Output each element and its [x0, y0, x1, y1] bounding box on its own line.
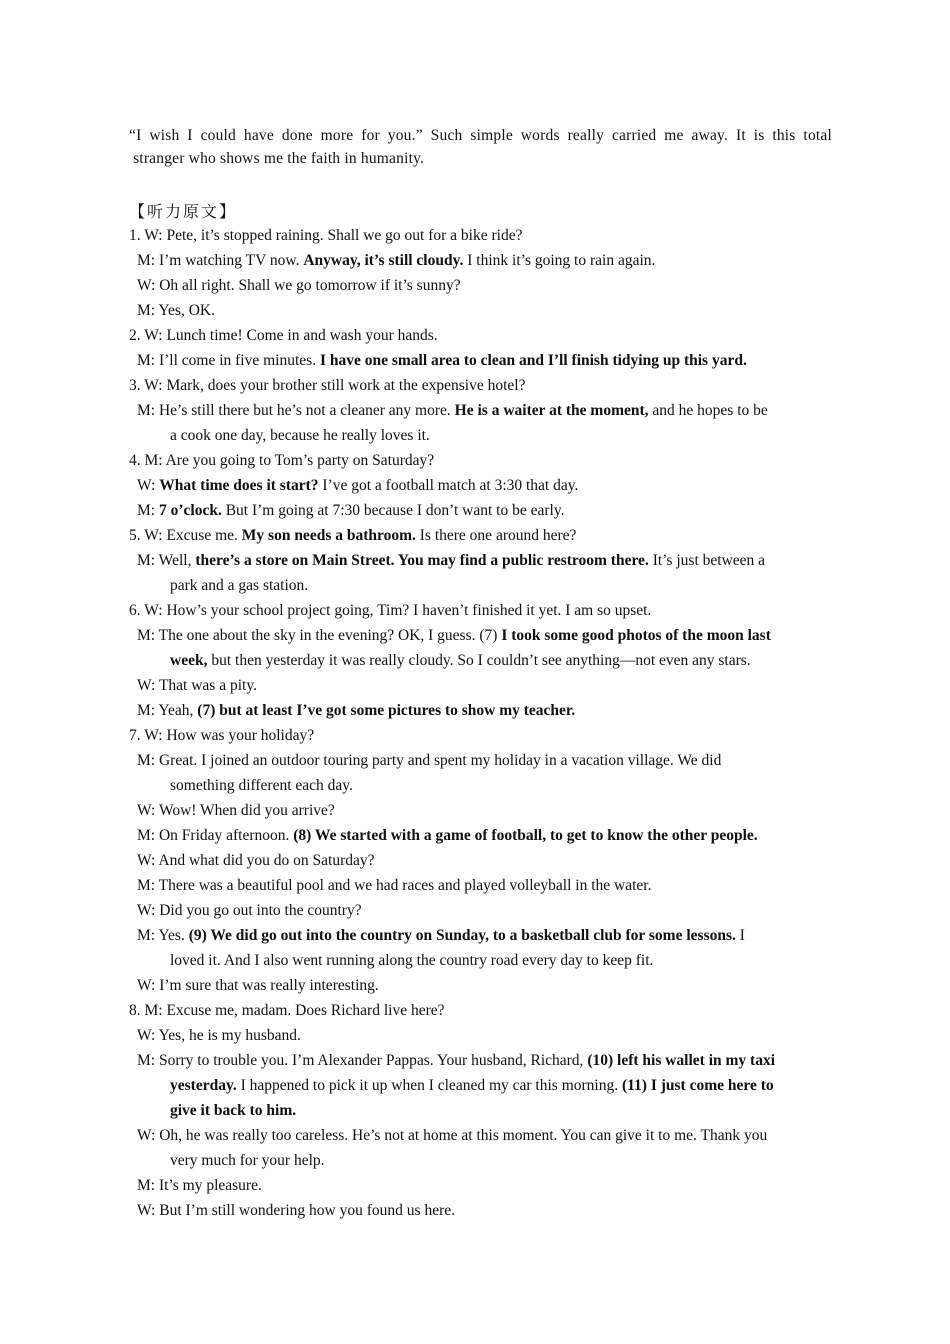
intro-line: “I wish I could have done more for you.” Such simple words really carried me away. It is this total [129, 127, 832, 144]
text-run: W: Wow! When did you arrive? [137, 802, 335, 819]
transcript-line [129, 923, 834, 948]
transcript-line [129, 373, 834, 398]
text-run: W: And what did you do on Saturday? [137, 852, 375, 869]
text-run: M: He’s still there but he’s not a cleaner any more. [137, 402, 455, 419]
text-run: 2. W: Lunch time! Come in and wash your hands. [129, 327, 438, 344]
transcript-line [129, 1098, 834, 1123]
intro-line: stranger who shows me the faith in humanity. [129, 150, 425, 167]
transcript-line [129, 548, 834, 573]
text-run: I [735, 927, 745, 944]
transcript-line [129, 898, 834, 923]
bold-text: (8) We started with a game of football, to get to know the other people. [293, 827, 758, 844]
bold-text: Anyway, it’s still cloudy. [303, 252, 464, 269]
transcript-line [129, 1173, 834, 1198]
text-run: M: I’m watching TV now. [137, 252, 304, 269]
text-run: 3. W: Mark, does your brother still work at the expensive hotel? [129, 377, 526, 394]
text-run: Is there one around here? [415, 527, 577, 544]
text-run: 5. W: Excuse me. [129, 527, 242, 544]
text-run: 1. W: Pete, it’s stopped raining. Shall we go out for a bike ride? [129, 227, 523, 244]
transcript-line [129, 473, 834, 498]
text-run: W: Oh, he was really too careless. He’s not at home at this moment. You can give it to me. Thank you [137, 1127, 768, 1144]
transcript-line [129, 773, 834, 798]
transcript-line [129, 523, 834, 548]
transcript [129, 223, 834, 1223]
text-run: M: It’s my pleasure. [137, 1177, 262, 1194]
text-run: It’s just between a [648, 552, 766, 569]
transcript-line [129, 573, 834, 598]
bold-text: week, [170, 652, 208, 669]
transcript-line [129, 973, 834, 998]
text-run: park and a gas station. [170, 577, 309, 594]
transcript-line [129, 1048, 834, 1073]
text-run: I think it’s going to rain again. [463, 252, 656, 269]
text-run: M: Yes. [137, 927, 189, 944]
text-run: M: Great. I joined an outdoor touring party and spent my holiday in a vacation village. We did [137, 752, 722, 769]
transcript-line [129, 448, 834, 473]
text-run: W: That was a pity. [137, 677, 257, 694]
text-run: I happened to pick it up when I cleaned my car this morning. [236, 1077, 622, 1094]
transcript-line [129, 1073, 834, 1098]
transcript-line [129, 248, 834, 273]
transcript-line [129, 823, 834, 848]
text-run: M: Yes, OK. [137, 302, 215, 319]
transcript-line [129, 323, 834, 348]
section-heading: 【听力原文】 [129, 202, 238, 221]
transcript-line [129, 748, 834, 773]
transcript-line [129, 648, 834, 673]
text-run: W: Yes, he is my husband. [137, 1027, 301, 1044]
text-run: I’ve got a football match at 3:30 that day. [318, 477, 579, 494]
text-run: M: There was a beautiful pool and we had races and played volleyball in the water. [137, 877, 652, 894]
transcript-line [129, 398, 834, 423]
text-run: W: [137, 477, 160, 494]
transcript-line [129, 223, 834, 248]
transcript-line [129, 423, 834, 448]
transcript-line [129, 1198, 834, 1223]
bold-text: there’s a store on Main Street. You may find a public restroom there. [195, 552, 649, 569]
transcript-line [129, 598, 834, 623]
transcript-line [129, 348, 834, 373]
text-run: M: On Friday afternoon. [137, 827, 294, 844]
text-run: a cook one day, because he really loves it. [170, 427, 430, 444]
transcript-line [129, 1023, 834, 1048]
text-run: W: Oh all right. Shall we go tomorrow if it’s sunny? [137, 277, 461, 294]
text-run: very much for your help. [170, 1152, 325, 1169]
transcript-line [129, 673, 834, 698]
text-run: loved it. And I also went running along the country road every day to keep fit. [170, 952, 654, 969]
text-run: But I’m going at 7:30 because I don’t want to be early. [221, 502, 565, 519]
transcript-line [129, 948, 834, 973]
bold-text: (7) but at least I’ve got some pictures to show my teacher. [197, 702, 576, 719]
bold-text: I took some good photos of the moon last [501, 627, 771, 644]
transcript-line [129, 798, 834, 823]
transcript-line [129, 273, 834, 298]
bold-text: (11) I just come here to [621, 1077, 774, 1094]
text-run: 6. W: How’s your school project going, Tim? I haven’t finished it yet. I am so upset. [129, 602, 652, 619]
bold-text: (10) left his wallet in my taxi [587, 1052, 776, 1069]
transcript-line [129, 498, 834, 523]
text-run: but then yesterday it was really cloudy. So I couldn’t see anything—not even any stars. [207, 652, 751, 669]
bold-text: I have one small area to clean and I’ll finish tidying up this yard. [319, 352, 747, 369]
bold-text: 7 o’clock. [158, 502, 222, 519]
text-run: 7. W: How was your holiday? [129, 727, 315, 744]
transcript-line [129, 723, 834, 748]
bold-text: yesterday. [170, 1077, 237, 1094]
transcript-line [129, 623, 834, 648]
text-run: M: Well, [137, 552, 196, 569]
text-run: M: Yeah, [137, 702, 198, 719]
bold-text: (9) We did go out into the country on Sunday, to a basketball club for some lessons. [188, 927, 736, 944]
text-run: M: The one about the sky in the evening? OK, I guess. (7) [137, 627, 502, 644]
text-run: W: But I’m still wondering how you found us here. [137, 1202, 455, 1219]
transcript-line [129, 298, 834, 323]
transcript-line [129, 998, 834, 1023]
text-run: 4. M: Are you going to Tom’s party on Saturday? [129, 452, 435, 469]
text-run: and he hopes to be [648, 402, 768, 419]
bold-text: give it back to him. [170, 1102, 297, 1119]
transcript-line [129, 1148, 834, 1173]
text-run: something different each day. [170, 777, 353, 794]
text-run: W: Did you go out into the country? [137, 902, 362, 919]
transcript-line [129, 873, 834, 898]
bold-text: My son needs a bathroom. [241, 527, 416, 544]
transcript-line [129, 698, 834, 723]
text-run: M: [137, 502, 159, 519]
transcript-line [129, 1123, 834, 1148]
bold-text: He is a waiter at the moment, [454, 402, 649, 419]
text-run: M: Sorry to trouble you. I’m Alexander Pappas. Your husband, Richard, [137, 1052, 588, 1069]
bold-text: What time does it start? [159, 477, 319, 494]
intro-paragraph [129, 124, 832, 170]
text-run: W: I’m sure that was really interesting. [137, 977, 379, 994]
text-run: 8. M: Excuse me, madam. Does Richard live here? [129, 1002, 445, 1019]
text-run: M: I’ll come in five minutes. [137, 352, 320, 369]
transcript-line [129, 848, 834, 873]
